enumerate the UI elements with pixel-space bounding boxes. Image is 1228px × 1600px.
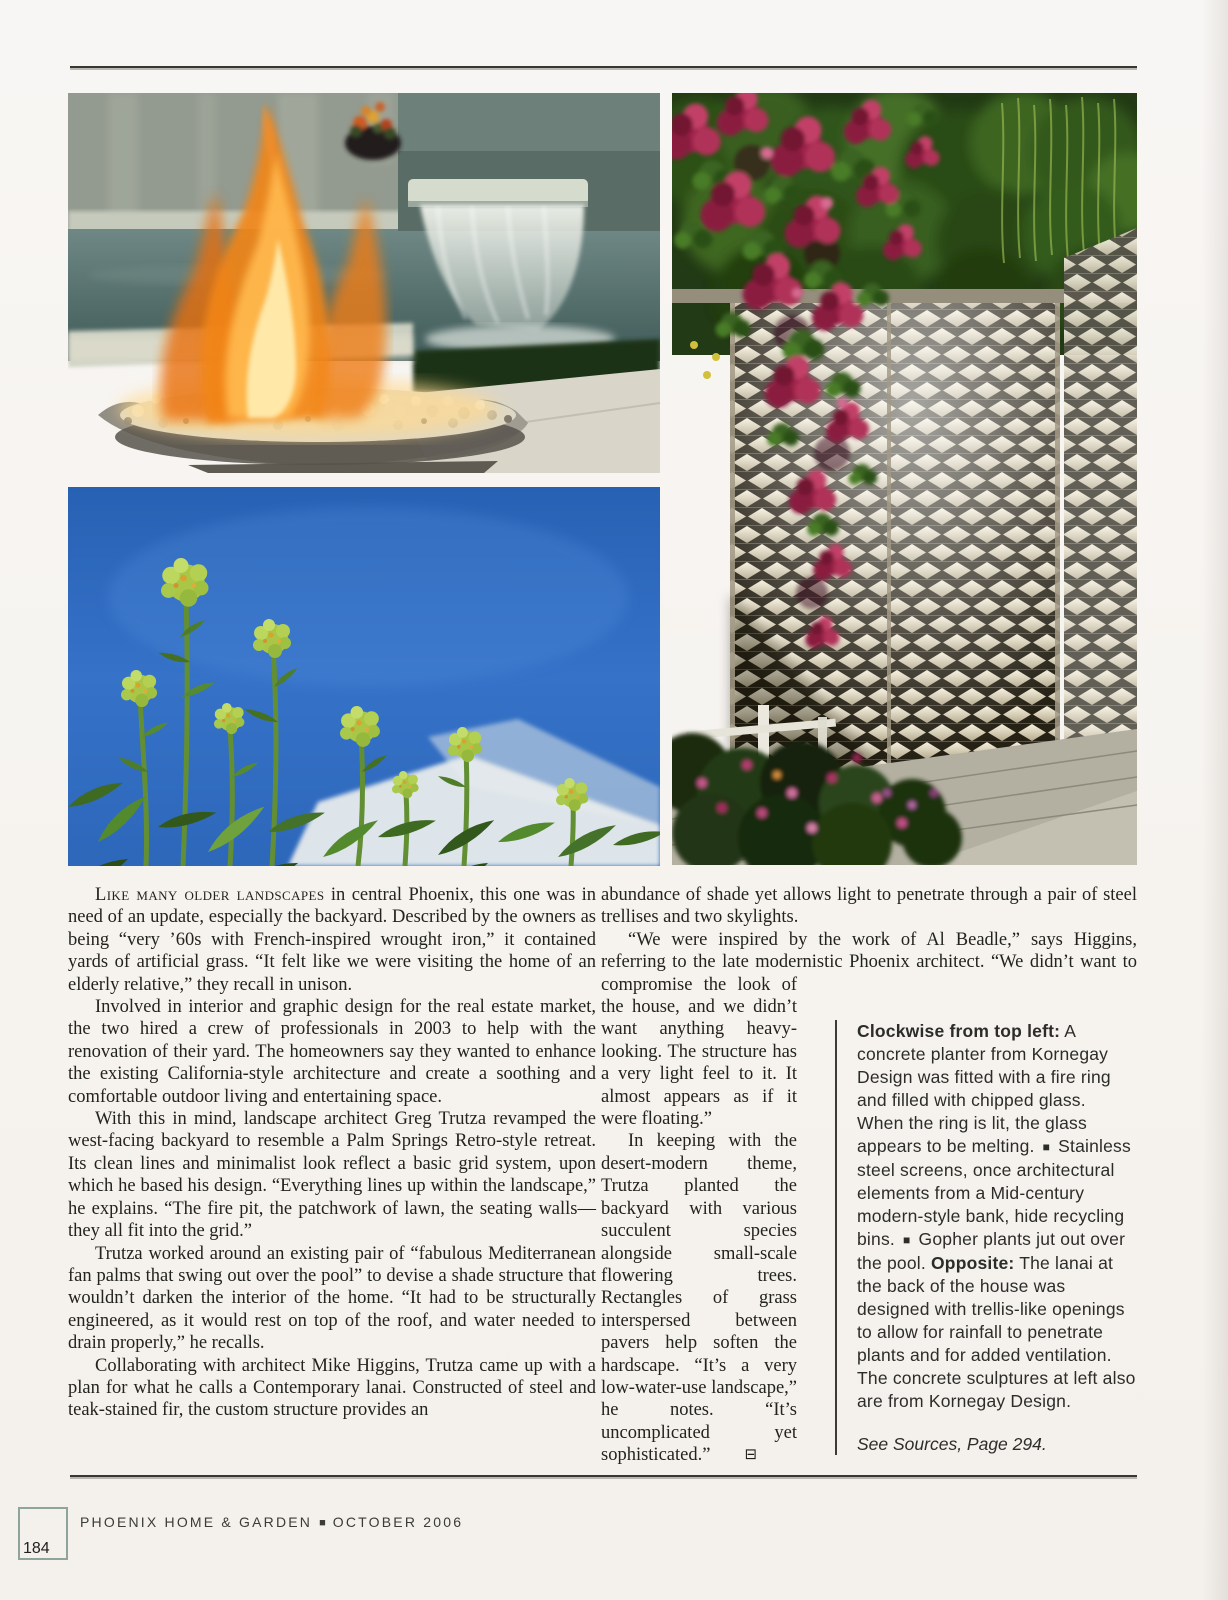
fire-pit-illustration	[68, 93, 660, 473]
steel-screen-illustration	[672, 93, 1137, 865]
article-paragraph: Collaborating with architect Mike Higgins, Trutza came up with a plan for what he calls a Contemporary lanai. Constructed of steel and teak-stained fir, the custom structure provides an	[68, 1355, 596, 1421]
magazine-name: PHOENIX HOME & GARDEN	[80, 1514, 313, 1530]
caption-separator-square: ■	[903, 1233, 911, 1247]
page-number-box	[18, 1507, 68, 1560]
article-right-column	[601, 884, 1137, 1600]
end-of-article-mark: ⊟	[744, 1445, 758, 1464]
caption-sidebar	[797, 974, 1137, 1600]
caption-text-segment: The lanai at the back of the house was designed with trellis-like openings to allow for rainfall to penetrate plants and for added ventilation. The concrete sculptures at left also are from Kornegay Design.	[857, 1253, 1136, 1411]
caption-bold-lead: Clockwise from top left:	[857, 1021, 1061, 1041]
footer-separator-square: ■	[319, 1517, 326, 1529]
article-paragraph: Like many older landscapes in central Phoenix, this one was in need of an update, especially the backyard. Described by the owners as being “very ’60s with French-inspired wrought iron,” it contained yards of artificial grass. “It felt like we were visiting the home of an elderly relative,” they recall in unison.	[68, 885, 596, 995]
article-paragraph: “We were inspired by the work of Al Beadle,” says Higgins, referring to the late modernistic Phoenix architect. “We didn’t want to compromise the look of the house, and we didn’t want anything heavy-looking. The structure has a very light feel to it. It almost appears as if it were floating.”	[601, 929, 1137, 1130]
page-edge-shadow	[1202, 0, 1228, 1600]
photo-fire-pit	[68, 93, 660, 473]
article-paragraph: With this in mind, landscape architect Greg Trutza revamped the west-facing backyard to resemble a Palm Springs Retro-style retreat. Its clean lines and minimalist look reflect a basic grid system, upon which he based his design. “Everything lines up within the landscape,” he explains. “The fire pit, the patchwork of lawn, the seating walls—they all fit into the grid.”	[68, 1109, 596, 1242]
caption-text-segment: Gopher plants jut out over the pool.	[857, 1229, 1126, 1273]
footer-line	[80, 1514, 463, 1530]
article-paragraph: Involved in interior and graphic design for the real estate market, the two hired a crew of professionals in 2003 to help with the renovation of their yard. The homeowners say they wanted to enhance the existing California-style architecture and create a soothing and comfortable outdoor living and entertaining space.	[68, 997, 596, 1107]
photo-gopher-plants	[68, 487, 660, 866]
article-left-column	[68, 884, 596, 1422]
sources-note: See Sources, Page 294.	[857, 1434, 1047, 1454]
photo-captions	[857, 1020, 1137, 1413]
angled-screen-panel	[1064, 228, 1137, 755]
footer-rule	[70, 1475, 1137, 1479]
article-paragraph: In keeping with the desert-modern theme, Trutza planted the backyard with various succulent species alongside small-scale flowering trees. Rectangles of grass interspersed between pavers help soften the hardscape. “It’s a very low-water-use landscape,” he notes. “It’s uncomplicated yet sophisticated.” ⊟	[601, 1131, 797, 1466]
article-paragraph: abundance of shade yet allows light to penetrate through a pair of steel trellises and two skylights.	[601, 885, 1137, 928]
caption-text-segment: A concrete planter from Kornegay Design was fitted with a fire ring and filled with chipped glass. When the ring is lit, the glass appears to be melting.	[857, 1021, 1111, 1156]
caption-text-segment: Stainless steel screens, once architectural elements from a Mid-century modern-style bank, hide recycling bins.	[857, 1136, 1131, 1249]
caption-bold-lead: Opposite:	[931, 1253, 1015, 1273]
top-rule	[70, 66, 1137, 70]
gopher-plants-illustration	[68, 487, 660, 866]
issue-date: OCTOBER 2006	[332, 1514, 464, 1530]
photo-steel-screen	[672, 93, 1137, 865]
caption-separator-square: ■	[1042, 1140, 1051, 1154]
smallcaps-lead: Like many older landscapes	[95, 885, 325, 905]
article-paragraph: Trutza worked around an existing pair of “fabulous Mediterranean fan palms that swing out over the pool” to devise a shade structure that wouldn’t darken the interior of the home. “It had to be structurally engineered, as it would rest on top of the roof, and water needed to drain properly,” he recalls.	[68, 1243, 596, 1354]
page-number: 184	[23, 1540, 50, 1557]
caption-box	[835, 1020, 1137, 1455]
